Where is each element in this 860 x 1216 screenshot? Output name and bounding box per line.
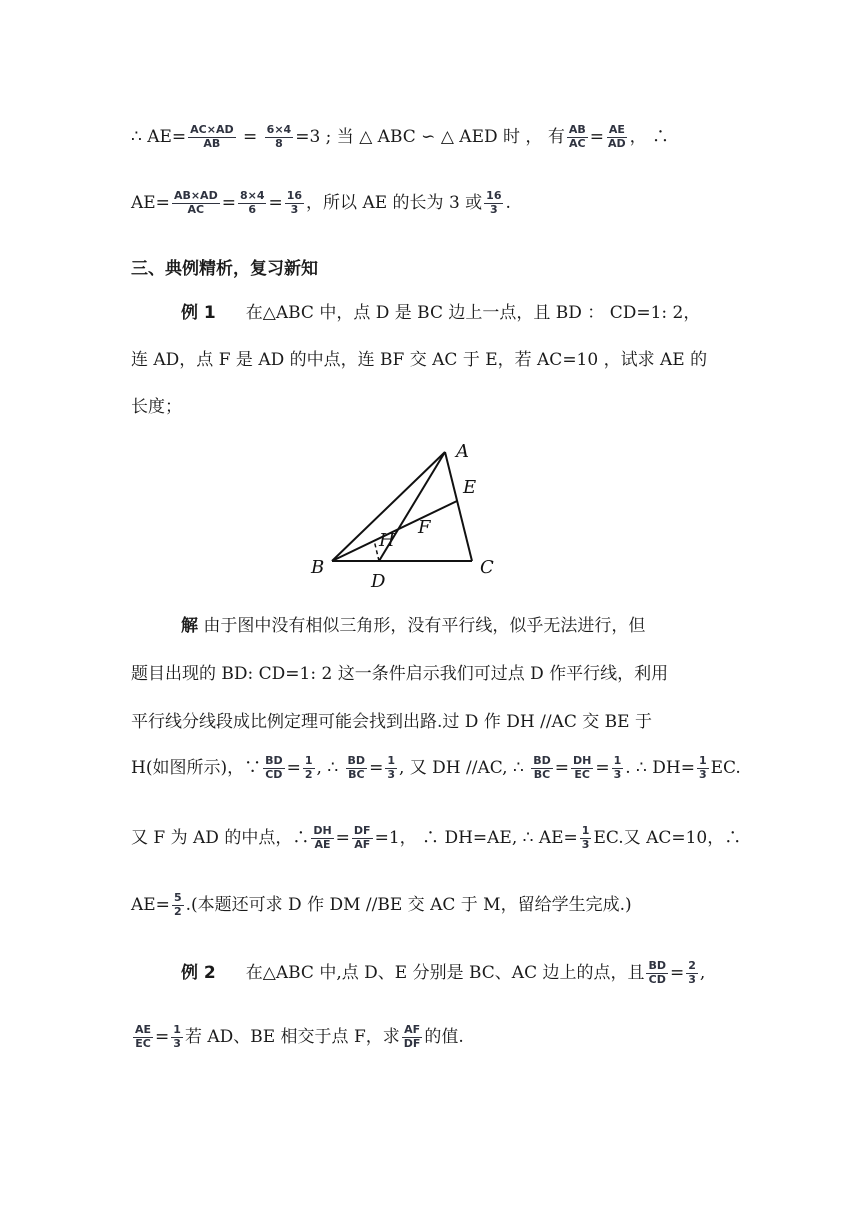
fraction: [285, 190, 304, 216]
text: EC.: [710, 758, 741, 778]
fraction: [606, 124, 628, 150]
text: =: [369, 758, 384, 778]
text: =: [221, 193, 236, 213]
fraction: [346, 755, 368, 781]
fraction-denominator: 3: [290, 203, 299, 216]
fraction: [646, 960, 668, 986]
fraction-numerator: AE: [608, 123, 625, 137]
text: =3 ; 当 △ ABC ∽ △ AED 时 ， 有: [295, 127, 565, 147]
segment-ac: [445, 452, 472, 561]
fraction-denominator: 3: [173, 1037, 181, 1050]
fraction: [402, 1024, 423, 1050]
fraction-numerator: 6×4: [266, 123, 292, 137]
fraction-denominator: 8: [275, 137, 283, 150]
point-label-f: F: [418, 517, 431, 538]
fraction-numerator: DH: [572, 754, 592, 768]
point-label-d: D: [371, 571, 386, 592]
fraction-numerator: BD: [347, 754, 366, 768]
example1-text: 在△ABC 中，点 D 是 BC 边上一点，且 BD ： CD=1: 2，: [245, 303, 701, 323]
solution-line-e: [131, 823, 741, 852]
example1-label: 例 1: [181, 303, 216, 323]
text: =: [155, 1027, 170, 1047]
example2-line-b: [131, 1022, 464, 1051]
text: EC.又 AC=10，∴: [593, 828, 742, 848]
fraction-numerator: 5: [173, 891, 182, 905]
fraction-denominator: 2: [173, 905, 182, 918]
fraction-denominator: CD: [648, 973, 666, 986]
fraction-denominator: 3: [698, 768, 707, 781]
text: ，所以 AE 的长为 3 或: [306, 193, 483, 213]
solution-line-d: [131, 753, 741, 782]
fraction-denominator: BC: [348, 768, 365, 781]
text: 在△ABC 中,点 D、E 分别是 BC、AC 边上的点，且: [245, 963, 645, 983]
text: H(如图所示)，∵: [131, 758, 262, 778]
fraction-numerator: 1: [173, 1023, 181, 1037]
text: ， ∴: [629, 127, 670, 147]
triangle-figure: [300, 440, 540, 600]
fraction: [172, 190, 220, 216]
fraction-denominator: DF: [403, 1037, 421, 1050]
example2-line-a: [181, 958, 705, 987]
fraction-denominator: 3: [613, 768, 622, 781]
solution-line-f: [131, 890, 632, 919]
text: =: [268, 193, 283, 213]
text: 又 F 为 AD 的中点，∴: [131, 828, 310, 848]
point-label-a: A: [456, 441, 469, 462]
text: .(本题还可求 D 作 DM //BE 交 AC 于 M，留给学生完成.): [185, 895, 632, 915]
fraction: [265, 124, 294, 150]
fraction-numerator: DF: [353, 824, 371, 838]
fraction: [263, 755, 285, 781]
point-label-c: C: [480, 557, 494, 578]
fraction-denominator: CD: [265, 768, 283, 781]
fraction-numerator: 2: [688, 959, 696, 973]
section-heading: 三、典例精析，复习新知: [131, 259, 318, 279]
fraction-numerator: BD: [533, 754, 551, 768]
fraction-denominator: 3: [490, 203, 498, 216]
text: 的值.: [424, 1027, 464, 1047]
text: AE=: [131, 193, 170, 213]
fraction: [171, 1024, 183, 1050]
fraction: [531, 755, 553, 781]
fraction-denominator: AC: [569, 137, 586, 150]
fraction: [686, 960, 698, 986]
fraction-denominator: EC: [135, 1037, 151, 1050]
fraction-denominator: 3: [387, 768, 395, 781]
fraction-numerator: 8×4: [239, 189, 265, 203]
fraction-denominator: AD: [608, 137, 626, 150]
fraction: [311, 825, 333, 851]
fraction: [580, 825, 592, 851]
example2-label: 例 2: [181, 963, 216, 983]
fraction: [188, 124, 235, 150]
fraction-denominator: 2: [304, 768, 313, 781]
text: =: [335, 828, 350, 848]
text: .: [505, 193, 511, 213]
fraction-numerator: 1: [698, 754, 707, 768]
fraction: [172, 892, 184, 918]
fraction: [352, 825, 373, 851]
fraction-denominator: 3: [688, 973, 696, 986]
fraction: [612, 755, 624, 781]
fraction-denominator: AF: [354, 838, 371, 851]
text: =1， ∴ DH=AE, ∴ AE=: [374, 828, 578, 848]
point-label-e: E: [463, 477, 477, 498]
text: AE=: [131, 895, 170, 915]
fraction: [303, 755, 315, 781]
text: , 又 DH //AC, ∴: [398, 758, 530, 778]
solution-line-a: [181, 611, 645, 636]
fraction-numerator: AC×AD: [190, 123, 234, 137]
point-label-b: B: [311, 557, 325, 578]
solution-line-b: 题目出现的 BD: CD=1: 2 这一条件启示我们可过点 D 作平行线，利用: [131, 664, 669, 684]
text: =: [595, 758, 610, 778]
fraction-denominator: 6: [248, 203, 257, 216]
solution-text: 由于图中没有相似三角形，没有平行线，似乎无法进行，但: [198, 616, 646, 636]
text: . ∴ DH=: [625, 758, 695, 778]
fraction-numerator: AE: [135, 1023, 152, 1037]
equation-line-2: [131, 188, 511, 217]
fraction: [238, 190, 267, 216]
point-label-h: H: [379, 530, 395, 551]
fraction: [567, 124, 588, 150]
text: ,: [699, 963, 706, 983]
text: =: [286, 758, 301, 778]
fraction-denominator: BC: [533, 768, 551, 781]
fraction-numerator: 1: [387, 754, 395, 768]
fraction-numerator: 1: [581, 824, 590, 838]
text: ∴ AE=: [131, 127, 187, 147]
fraction-denominator: AC: [187, 203, 205, 216]
text: =: [554, 758, 569, 778]
fraction-numerator: AF: [404, 1023, 421, 1037]
fraction-numerator: DH: [313, 824, 332, 838]
fraction-denominator: AE: [314, 838, 331, 851]
fraction-denominator: 3: [581, 838, 590, 851]
fraction-numerator: AB: [568, 123, 586, 137]
fraction-numerator: AB×AD: [173, 189, 218, 203]
example1-line-c: 长度；: [131, 397, 182, 417]
example1-line-b: 连 AD，点 F 是 AD 的中点，连 BF 交 AC 于 E，若 AC=10 ，试求 AE 的: [131, 350, 708, 370]
fraction: [484, 190, 503, 216]
example1-line-a: [181, 298, 700, 323]
fraction-numerator: 16: [486, 189, 502, 203]
fraction-numerator: BD: [648, 959, 666, 973]
equation-line-1: [131, 122, 669, 151]
fraction-numerator: 16: [286, 189, 303, 203]
text: , ∴: [316, 758, 344, 778]
text: =: [589, 127, 604, 147]
fraction: [385, 755, 397, 781]
fraction-numerator: 1: [304, 754, 313, 768]
text: =: [670, 963, 685, 983]
solution-line-c: 平行线分线段成比例定理可能会找到出路.过 D 作 DH //AC 交 BE 于: [131, 712, 652, 732]
fraction: [697, 755, 709, 781]
solution-label: 解: [181, 616, 198, 636]
text: =: [237, 127, 263, 147]
fraction-numerator: BD: [265, 754, 283, 768]
fraction: [571, 755, 593, 781]
fraction-numerator: 1: [613, 754, 622, 768]
fraction: [133, 1024, 153, 1050]
text: 若 AD、BE 相交于点 F，求: [184, 1027, 400, 1047]
fraction-denominator: AB: [203, 137, 221, 150]
fraction-denominator: EC: [574, 768, 590, 781]
